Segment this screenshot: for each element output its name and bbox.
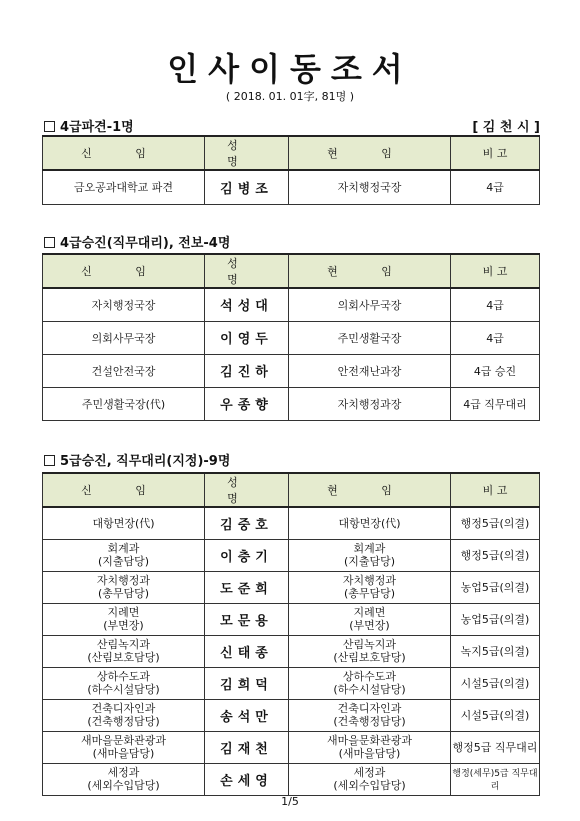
note-cell (451, 763, 540, 795)
section-1-organization: [ 김 천 시 ] (472, 120, 540, 135)
new-post-cell-line: (세외수입담당) (87, 779, 160, 792)
table-row (43, 354, 540, 387)
header-name: 성 명 (205, 473, 289, 507)
section-3-title: 5급승진, 직무대리(지정)-9명 (60, 454, 231, 469)
header-note: 비 고 (451, 136, 540, 170)
header-new-post: 신 임 (43, 254, 205, 288)
new-post-cell (43, 699, 205, 731)
section-3-heading (44, 450, 540, 469)
new-post-cell-line: 새마을문화관광과 (80, 734, 166, 747)
current-post-cell-line: 회계과 (353, 542, 386, 555)
document-subtitle: ( 2018. 01. 01字, 81명 ) (225, 90, 355, 103)
new-post-cell-line: 회계과 (107, 542, 140, 555)
new-post-cell (43, 667, 205, 699)
table-row (43, 571, 540, 603)
name-cell-line: 도준희 (220, 581, 273, 597)
note-cell (451, 603, 540, 635)
new-post-cell: 자치행정국장 (43, 288, 205, 321)
header-note: 비 고 (451, 473, 540, 507)
new-post-cell-line: (새마을담당) (92, 747, 155, 760)
new-post-cell: 주민생활국장(代) (43, 387, 205, 420)
new-post-cell (43, 731, 205, 763)
table-header-row (43, 254, 540, 288)
current-post-cell-line: 건축디자인과 (337, 702, 402, 715)
current-post-cell: 안전재난과장 (289, 354, 451, 387)
table-row (43, 635, 540, 667)
name-cell-line: 신태종 (220, 645, 273, 661)
new-post-cell-line: 상하수도과 (96, 670, 151, 683)
section-1-heading (44, 116, 540, 135)
new-post-cell-line: 건축디자인과 (91, 702, 156, 715)
new-post-cell-line: (총무담당) (97, 587, 150, 600)
current-post-cell-line: (하수시설담당) (333, 683, 406, 696)
header-current-post: 현 임 (289, 136, 451, 170)
current-post-cell (289, 699, 451, 731)
new-post-cell-line: 지례면 (107, 606, 140, 619)
new-post-cell (43, 507, 205, 539)
name-cell (205, 635, 289, 667)
name-cell-line: 모문용 (220, 613, 273, 629)
section-3-table (42, 472, 540, 796)
new-post-cell-line: (지출담당) (97, 555, 150, 568)
note-cell-line: 행정(세무)5급 직무대리 (452, 769, 538, 792)
note-cell-line: 행정5급(의결) (460, 549, 530, 562)
current-post-cell: 의회사무국장 (289, 288, 451, 321)
section-2-heading (44, 232, 540, 251)
note-cell (451, 571, 540, 603)
header-new-post: 신 임 (43, 473, 205, 507)
name-cell-line: 김재천 (220, 741, 273, 757)
current-post-cell-line: (산림보호담당) (333, 651, 406, 664)
name-cell: 김병조 (205, 170, 289, 204)
section-2-title: 4급승진(직무대리), 전보-4명 (60, 236, 231, 251)
note-cell: 4급 (451, 170, 540, 204)
note-cell-line: 시설5급(의결) (460, 709, 530, 722)
current-post-cell (289, 731, 451, 763)
header-current-post: 현 임 (289, 473, 451, 507)
name-cell-line: 손세영 (220, 773, 273, 789)
name-cell-line: 김중호 (220, 517, 273, 533)
note-cell (451, 635, 540, 667)
current-post-cell: 자치행정과장 (289, 387, 451, 420)
current-post-cell-line: 산림녹지과 (342, 638, 397, 651)
table-row (43, 387, 540, 420)
note-cell (451, 539, 540, 571)
current-post-cell (289, 571, 451, 603)
note-cell (451, 667, 540, 699)
name-cell: 이영두 (205, 321, 289, 354)
name-cell (205, 507, 289, 539)
new-post-cell-line: 세정과 (107, 766, 140, 779)
note-cell-line: 농업5급(의결) (460, 581, 530, 594)
table-row (43, 603, 540, 635)
checkbox-square-icon (44, 121, 55, 132)
note-cell: 4급 직무대리 (451, 387, 540, 420)
current-post-cell-line: 자치행정과 (342, 574, 397, 587)
table-row (43, 288, 540, 321)
current-post-cell (289, 603, 451, 635)
current-post-cell-line: (세외수입담당) (333, 779, 406, 792)
name-cell (205, 667, 289, 699)
table-row (43, 763, 540, 795)
table-row (43, 507, 540, 539)
header-name: 성 명 (205, 254, 289, 288)
new-post-cell (43, 635, 205, 667)
note-cell: 4급 (451, 321, 540, 354)
name-cell (205, 539, 289, 571)
table-row (43, 321, 540, 354)
new-post-cell-line: (하수시설담당) (87, 683, 160, 696)
header-current-post: 현 임 (289, 254, 451, 288)
note-cell (451, 699, 540, 731)
table-row (43, 170, 540, 204)
table-header-row (43, 136, 540, 170)
new-post-cell (43, 763, 205, 795)
current-post-cell (289, 667, 451, 699)
current-post-cell-line: (건축행정담당) (333, 715, 406, 728)
note-cell (451, 507, 540, 539)
new-post-cell-line: (산림보호담당) (87, 651, 160, 664)
note-cell: 4급 (451, 288, 540, 321)
name-cell (205, 699, 289, 731)
name-cell-line: 이충기 (220, 549, 273, 565)
section-1-title: 4급파견-1명 (60, 120, 134, 135)
document-title: 인사이동조서 (167, 50, 413, 88)
name-cell: 석성대 (205, 288, 289, 321)
current-post-cell: 자치행정국장 (289, 170, 451, 204)
name-cell: 우종향 (205, 387, 289, 420)
name-cell (205, 603, 289, 635)
new-post-cell-line: 대항면장(代) (92, 516, 155, 530)
new-post-cell: 금오공과대학교 파견 (43, 170, 205, 204)
current-post-cell-line: 대항면장(代) (338, 516, 401, 530)
note-cell-line: 시설5급(의결) (460, 677, 530, 690)
new-post-cell (43, 571, 205, 603)
name-cell: 김진하 (205, 354, 289, 387)
new-post-cell-line: 산림녹지과 (96, 638, 151, 651)
current-post-cell-line: (부면장) (349, 619, 390, 632)
note-cell-line: 행정5급 직무대리 (452, 741, 538, 754)
new-post-cell-line: (건축행정담당) (87, 715, 160, 728)
current-post-cell-line: 지례면 (353, 606, 386, 619)
note-cell-line: 농업5급(의결) (460, 613, 530, 626)
note-cell-line: 녹지5급(의결) (460, 645, 530, 658)
page-number: 1/5 (281, 795, 299, 808)
new-post-cell (43, 603, 205, 635)
table-row (43, 539, 540, 571)
table-row (43, 667, 540, 699)
note-cell-line: 행정5급(의결) (460, 517, 530, 531)
current-post-cell-line: (지출담당) (343, 555, 396, 568)
name-cell-line: 송석만 (220, 709, 273, 725)
current-post-cell (289, 507, 451, 539)
current-post-cell: 주민생활국장 (289, 321, 451, 354)
table-header-row (43, 473, 540, 507)
name-cell (205, 731, 289, 763)
new-post-cell: 의회사무국장 (43, 321, 205, 354)
current-post-cell-line: (총무담당) (343, 587, 396, 600)
new-post-cell-line: (부면장) (103, 619, 144, 632)
current-post-cell (289, 763, 451, 795)
name-cell (205, 571, 289, 603)
name-cell (205, 763, 289, 795)
checkbox-square-icon (44, 237, 55, 248)
checkbox-square-icon (44, 455, 55, 466)
note-cell (451, 731, 540, 763)
new-post-cell: 건설안전국장 (43, 354, 205, 387)
new-post-cell-line: 자치행정과 (96, 574, 151, 587)
header-name: 성 명 (205, 136, 289, 170)
name-cell-line: 김희덕 (220, 677, 273, 693)
current-post-cell (289, 539, 451, 571)
current-post-cell-line: 상하수도과 (342, 670, 397, 683)
header-note: 비 고 (451, 254, 540, 288)
table-row (43, 731, 540, 763)
new-post-cell (43, 539, 205, 571)
current-post-cell-line: 새마을문화관광과 (326, 734, 412, 747)
current-post-cell-line: (새마을담당) (338, 747, 401, 760)
section-1-table (42, 135, 540, 205)
current-post-cell (289, 635, 451, 667)
table-row (43, 699, 540, 731)
current-post-cell-line: 세정과 (353, 766, 386, 779)
note-cell: 4급 승진 (451, 354, 540, 387)
section-2-table (42, 253, 540, 421)
header-new-post: 신 임 (43, 136, 205, 170)
